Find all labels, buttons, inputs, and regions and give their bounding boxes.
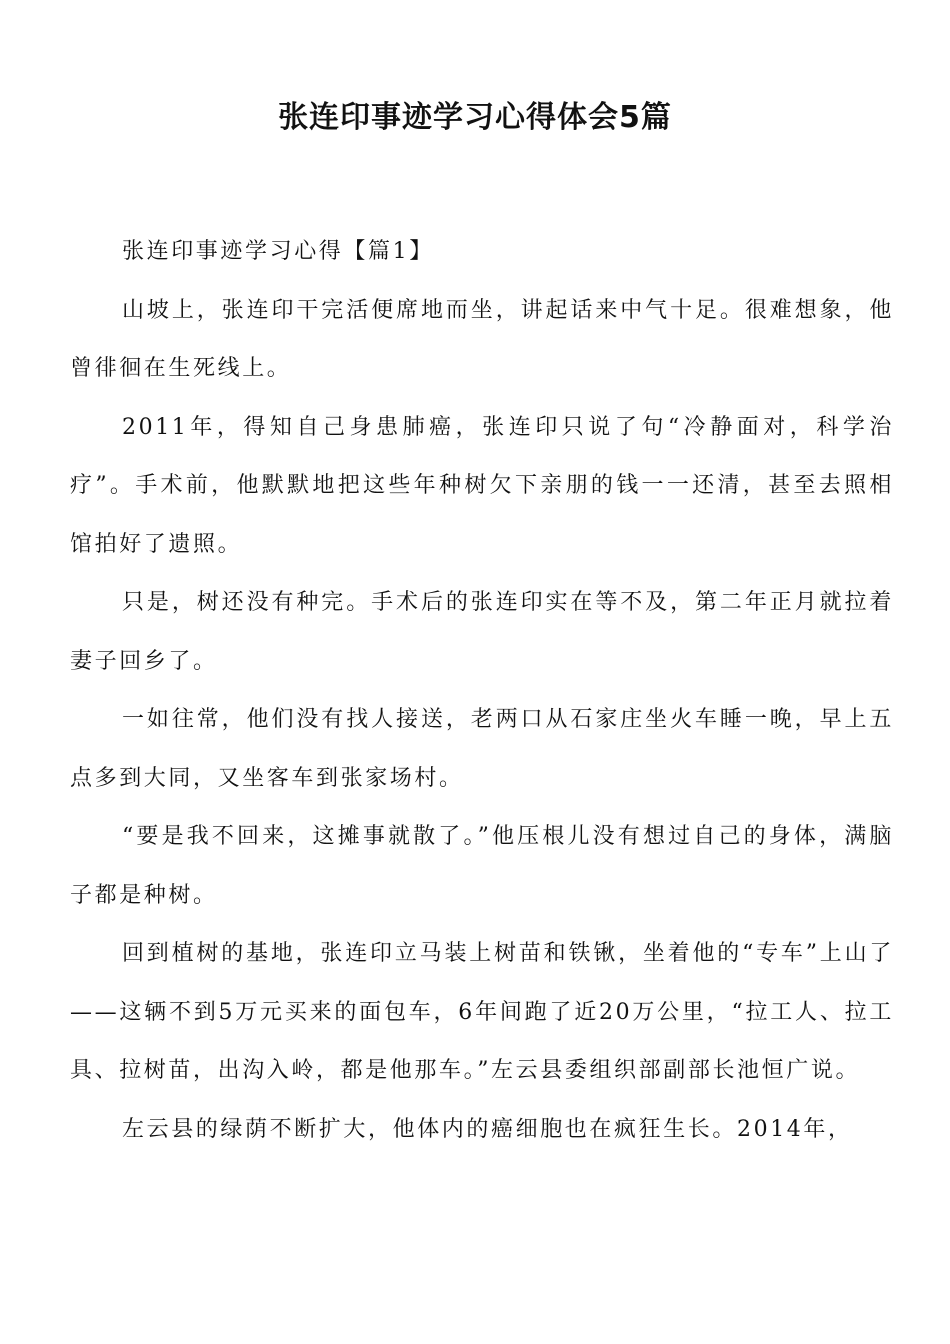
paragraph: 只是，树还没有种完。手术后的张连印实在等不及，第二年正月就拉着妻子回乡了。 <box>70 590 894 674</box>
document-body <box>70 223 894 1159</box>
paragraph: 左云县的绿荫不断扩大，他体内的癌细胞也在疯狂生长。2014年， <box>122 1116 853 1142</box>
paragraph: “要是我不回来，这摊事就散了。”他压根儿没有想过自己的身体，满脑子都是种树。 <box>70 824 894 908</box>
paragraph-heading: 张连印事迹学习心得【篇1】 <box>122 239 434 264</box>
paragraph: 2011年，得知自己身患肺癌，张连印只说了句“冷静面对，科学治疗”。手术前，他默默地把这些年种树欠下亲朋的钱一一还清，甚至去照相馆拍好了遗照。 <box>70 414 894 557</box>
paragraph: 一如往常，他们没有找人接送，老两口从石家庄坐火车睡一晚，早上五点多到大同，又坐客车到张家场村。 <box>70 707 894 791</box>
paragraph: 回到植树的基地，张连印立马装上树苗和铁锹，坐着他的“专车”上山了——这辆不到5万元买来的面包车，6年间跑了近20万公里，“拉工人、拉工具、拉树苗，出沟入岭，都是他那车。”左云县委组织部副部长池恒广说。 <box>70 941 894 1083</box>
paragraph: 山坡上，张连印干完活便席地而坐，讲起话来中气十足。很难想象，他曾徘徊在生死线上。 <box>70 297 894 381</box>
document-title: 张连印事迹学习心得体会5篇 <box>278 100 672 135</box>
